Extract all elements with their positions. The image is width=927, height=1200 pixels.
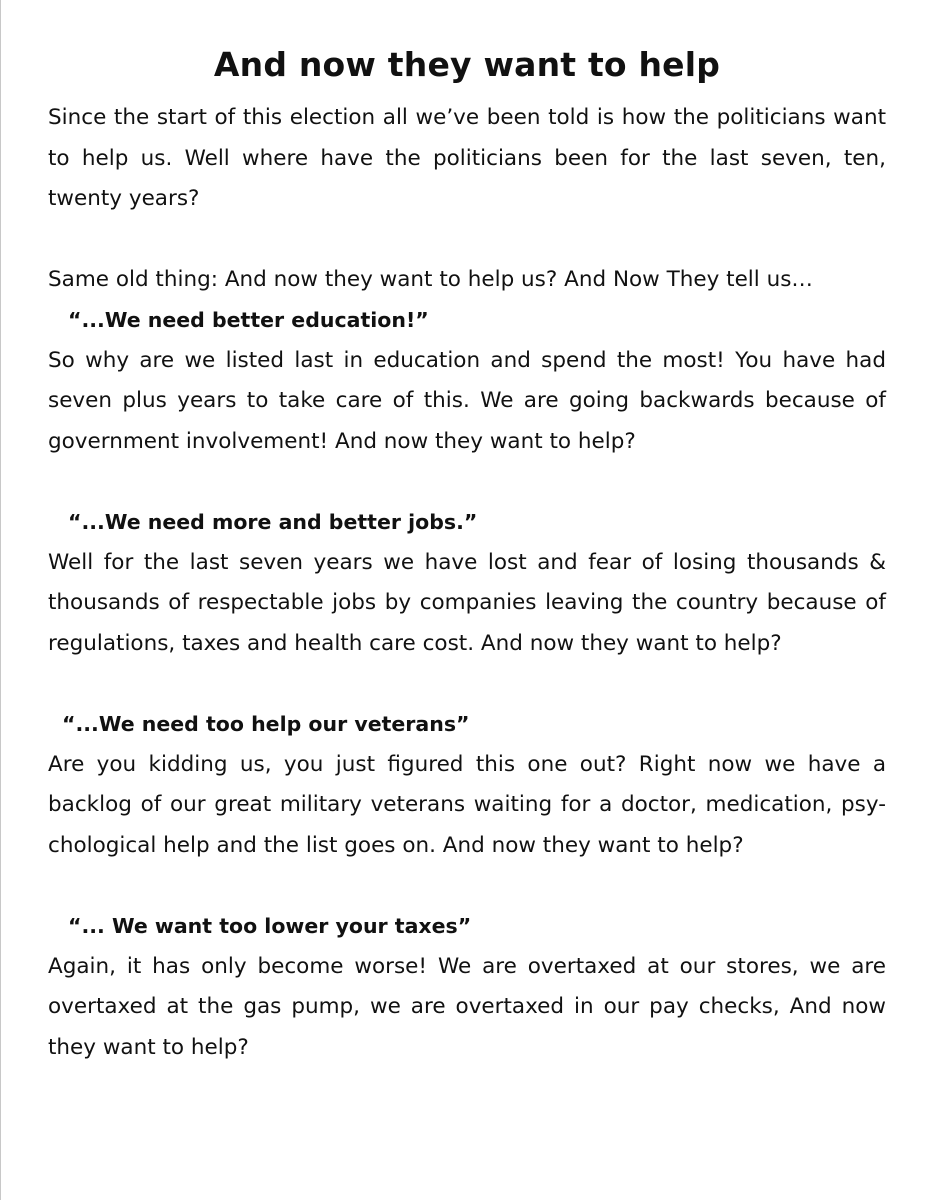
section-heading: “...We need more and better jobs.” <box>68 510 478 534</box>
section-veterans <box>48 704 886 866</box>
intro-paragraph: Since the start of this election all we’ve been told is how the politicians want to help us. Well where have the politicians been for the last seven, ten, twenty years? <box>48 105 886 211</box>
section-body: Again, it has only become worse! We are overtaxed at our stores, we are overtaxed at the gas pump, we are overtaxed in our pay checks, And now they want to help? <box>48 953 886 1060</box>
section-body: Are you kidding us, you just figured this one out? Right now we have a backlog of our great military veterans waiting for a doctor, medication, psy-chological help and the list goes on. And now they want to help? <box>48 751 886 858</box>
section-jobs <box>48 502 886 664</box>
section-education <box>48 300 886 462</box>
lead-paragraph: Same old thing: And now they want to help us? And Now They tell us… <box>48 266 813 292</box>
section-taxes <box>48 906 886 1068</box>
document-title: And now they want to help <box>213 45 721 84</box>
section-body: So why are we listed last in education and spend the most! You have had seven plus years to take care of this. We are going backwards because of government involvement! And now they want to help? <box>48 347 886 454</box>
section-heading: “...We need better education!” <box>68 308 429 332</box>
section-heading: “... We want too lower your taxes” <box>68 914 472 938</box>
section-body: Well for the last seven years we have lost and fear of losing thousands & thousands of respectable jobs by companies leaving the country because of regulations, taxes and health care cost. And now they want to help? <box>48 549 886 656</box>
section-heading: “...We need too help our veterans” <box>62 712 470 736</box>
document-body <box>48 40 886 1068</box>
